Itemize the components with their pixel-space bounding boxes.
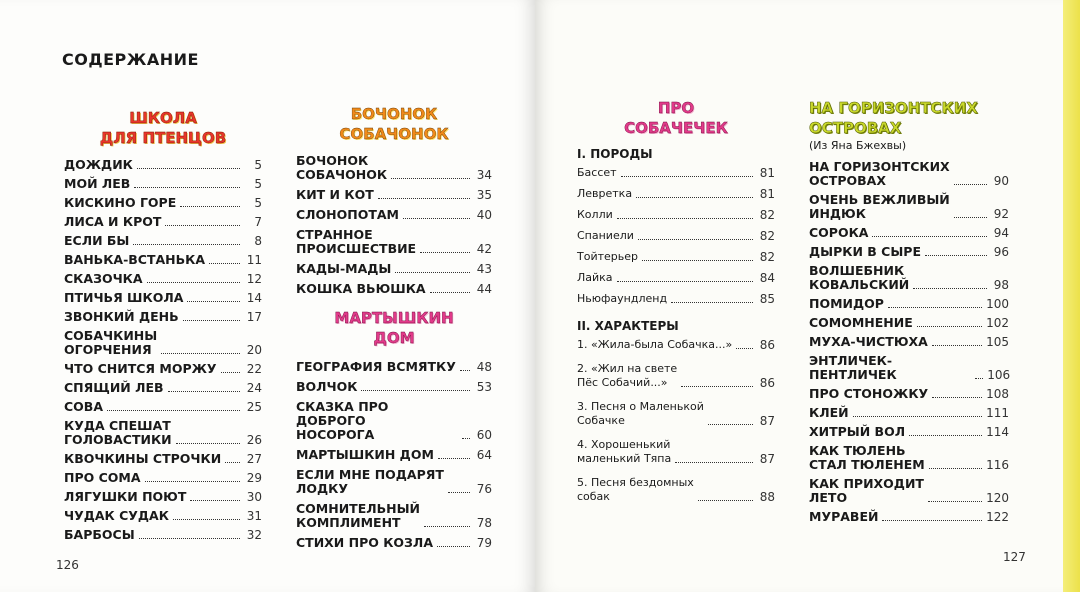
toc-entry <box>809 226 1009 240</box>
toc-entry <box>296 282 492 296</box>
leader-dots <box>176 443 240 444</box>
section-title: ПРО СОБАЧЕЧЕК <box>624 99 728 137</box>
leader-dots <box>395 272 470 273</box>
entry-title: ЧТО СНИТСЯ МОРЖУ <box>64 361 217 376</box>
leader-dots <box>909 435 982 436</box>
toc-entry <box>64 291 262 305</box>
entry-title: ВОЛШЕБНИК КОВАЛЬСКИЙ <box>809 263 910 292</box>
entry-title: ЕСЛИ БЫ <box>64 233 130 248</box>
entry-page-number: 92 <box>993 207 1009 221</box>
entry-page-number: 98 <box>993 278 1009 292</box>
entry-page-number: 79 <box>476 536 492 550</box>
toc-entry <box>577 400 775 428</box>
entry-title: ДЫРКИ В СЫРЕ <box>809 244 921 259</box>
leader-dots <box>975 378 983 379</box>
section-title: МАРТЫШКИН ДОМ <box>334 309 454 347</box>
leader-dots <box>145 481 240 482</box>
entry-title: СОМОМНЕНИЕ <box>809 315 913 330</box>
entry-title: ДОЖДИК <box>64 157 133 172</box>
toc-entry <box>809 387 1009 401</box>
toc-list <box>296 360 492 550</box>
toc-entry <box>577 362 775 390</box>
entry-title: ЧУДАК СУДАК <box>64 508 169 523</box>
entry-title: 3. Песня о Маленькой Собачке <box>577 400 704 427</box>
entry-page-number: 11 <box>246 253 262 267</box>
entry-title: ЕСЛИ МНЕ ПОДАРЯТ ЛОДКУ <box>296 467 444 496</box>
leader-dots <box>872 236 987 237</box>
entry-page-number: 27 <box>246 452 262 466</box>
leader-dots <box>638 239 753 240</box>
entry-page-number: 42 <box>476 242 492 256</box>
leader-dots <box>671 302 753 303</box>
entry-page-number: 102 <box>986 316 1009 330</box>
entry-page-number: 22 <box>246 362 262 376</box>
entry-page-number: 81 <box>759 187 775 201</box>
toc-entry <box>296 502 492 530</box>
toc-entry <box>64 362 262 376</box>
leader-dots <box>708 424 753 425</box>
toc-entry <box>296 154 492 182</box>
leader-dots <box>617 281 753 282</box>
entry-page-number: 86 <box>759 338 775 352</box>
toc-entry <box>809 335 1009 349</box>
entry-title: Лайка <box>577 271 613 284</box>
entry-page-number: 82 <box>759 229 775 243</box>
leader-dots <box>929 468 982 469</box>
entry-page-number: 108 <box>986 387 1009 401</box>
leader-dots <box>736 348 753 349</box>
toc-entry <box>296 208 492 222</box>
entry-title: Спаниели <box>577 229 634 242</box>
leader-dots <box>636 197 753 198</box>
leader-dots <box>460 370 470 371</box>
entry-title: МОЙ ЛЕВ <box>64 176 131 191</box>
entry-title: ПОМИДОР <box>809 296 884 311</box>
toc-entry <box>64 310 262 324</box>
leader-dots <box>378 198 470 199</box>
leader-dots <box>917 326 982 327</box>
entry-title: 4. Хорошенький маленький Тяпа <box>577 438 672 465</box>
entry-page-number: 85 <box>759 292 775 306</box>
contents-title: СОДЕРЖАНИЕ <box>62 50 199 69</box>
leader-dots <box>187 301 240 302</box>
entry-title: ВОЛЧОК <box>296 379 358 394</box>
entry-page-number: 100 <box>986 297 1009 311</box>
toc-entry <box>809 510 1009 524</box>
entry-title: КАК ТЮЛЕНЬ СТАЛ ТЮЛЕНЕМ <box>809 443 925 472</box>
entry-page-number: 43 <box>476 262 492 276</box>
entry-title: МАРТЫШКИН ДОМ <box>296 447 434 462</box>
toc-list <box>577 166 775 306</box>
leader-dots <box>225 462 240 463</box>
toc-entry <box>296 468 492 496</box>
leader-dots <box>430 292 470 293</box>
entry-title: ПРО СТОНОЖКУ <box>809 386 929 401</box>
right-page <box>535 0 1063 592</box>
toc-entry <box>64 158 262 172</box>
entry-title: ПТИЧЬЯ ШКОЛА <box>64 290 184 305</box>
entry-page-number: 44 <box>476 282 492 296</box>
entry-page-number: 26 <box>246 433 262 447</box>
entry-title: СКАЗОЧКА <box>64 271 143 286</box>
toc-entry <box>577 476 775 504</box>
leader-dots <box>183 320 240 321</box>
entry-title: КИСКИНО ГОРЕ <box>64 195 177 210</box>
leader-dots <box>642 260 753 261</box>
toc-entry <box>577 250 775 264</box>
entry-title: БОЧОНОК СОБАЧОНОК <box>296 153 388 182</box>
entry-title: ХИТРЫЙ ВОЛ <box>809 424 906 439</box>
section-shkola <box>64 108 262 547</box>
entry-title: СОМНИТЕЛЬНЫЙ КОМПЛИМЕНТ <box>296 501 421 530</box>
toc-entry <box>809 477 1009 505</box>
leader-dots <box>190 500 240 501</box>
entry-page-number: 86 <box>759 376 775 390</box>
entry-page-number: 111 <box>986 406 1009 420</box>
toc-entry <box>296 188 492 202</box>
entry-page-number: 34 <box>476 168 492 182</box>
entry-title: КАДЫ-МАДЫ <box>296 261 392 276</box>
entry-title: Ньюфаундленд <box>577 292 668 305</box>
section-note: (Из Яна Бжехвы) <box>809 139 907 152</box>
entry-title: СЛОНОПОТАМ <box>296 207 399 222</box>
entry-title: КВОЧКИНЫ СТРОЧКИ <box>64 451 222 466</box>
toc-entry <box>809 316 1009 330</box>
toc-entry <box>296 400 492 442</box>
leader-dots <box>928 501 982 502</box>
entry-page-number: 8 <box>254 234 262 248</box>
leader-dots <box>147 282 240 283</box>
toc-entry <box>296 536 492 550</box>
toc-entry <box>64 272 262 286</box>
entry-page-number: 82 <box>759 250 775 264</box>
entry-title: ЛИСА И КРОТ <box>64 214 162 229</box>
entry-page-number: 122 <box>986 510 1009 524</box>
entry-title: 5. Песня бездомных собак <box>577 476 694 503</box>
leader-dots <box>173 519 240 520</box>
entry-page-number: 14 <box>246 291 262 305</box>
page-edge <box>1063 0 1080 592</box>
toc-list <box>296 154 492 296</box>
toc-entry <box>64 471 262 485</box>
toc-list <box>64 158 262 542</box>
entry-page-number: 12 <box>246 272 262 286</box>
toc-entry <box>64 400 262 414</box>
section-title: НА ГОРИЗОНТСКИХ ОСТРОВАХ <box>809 99 978 137</box>
section-title: ШКОЛА ДЛЯ ПТЕНЦОВ <box>99 109 227 147</box>
entry-page-number: 105 <box>986 335 1009 349</box>
toc-entry <box>296 448 492 462</box>
leader-dots <box>139 538 240 539</box>
leader-dots <box>925 255 987 256</box>
entry-page-number: 48 <box>476 360 492 374</box>
toc-entry <box>296 228 492 256</box>
toc-entry <box>64 490 262 504</box>
toc-entry <box>64 215 262 229</box>
leader-dots <box>165 225 240 226</box>
leader-dots <box>209 263 240 264</box>
toc-entry <box>809 425 1009 439</box>
leader-dots <box>180 206 240 207</box>
entry-title: Левретка <box>577 187 633 200</box>
leader-dots <box>137 168 240 169</box>
toc-entry <box>809 297 1009 311</box>
toc-entry <box>296 380 492 394</box>
entry-page-number: 5 <box>254 196 262 210</box>
leader-dots <box>954 217 987 218</box>
leader-dots <box>913 288 987 289</box>
leader-dots <box>853 416 982 417</box>
leader-dots <box>888 307 982 308</box>
toc-entry <box>64 528 262 542</box>
toc-entry <box>64 381 262 395</box>
entry-page-number: 81 <box>759 166 775 180</box>
entry-page-number: 114 <box>986 425 1009 439</box>
entry-title: БАРБОСЫ <box>64 527 135 542</box>
leader-dots <box>361 390 470 391</box>
toc-entry <box>809 444 1009 472</box>
toc-entry <box>577 271 775 285</box>
entry-title: КУДА СПЕШАТ ГОЛОВАСТИКИ <box>64 418 172 447</box>
entry-page-number: 84 <box>759 271 775 285</box>
toc-list <box>809 160 1009 524</box>
leader-dots <box>424 526 470 527</box>
entry-title: Тойтерьер <box>577 250 638 263</box>
entry-title: ГЕОГРАФИЯ ВСМЯТКУ <box>296 359 456 374</box>
leader-dots <box>932 397 982 398</box>
entry-page-number: 96 <box>993 245 1009 259</box>
entry-title: НА ГОРИЗОНТСКИХ ОСТРОВАХ <box>809 159 950 188</box>
leader-dots <box>617 218 753 219</box>
leader-dots <box>133 244 240 245</box>
entry-title: КИТ И КОТ <box>296 187 374 202</box>
leader-dots <box>134 187 240 188</box>
entry-title: МУРАВЕЙ <box>809 509 879 524</box>
entry-page-number: 106 <box>987 368 1011 382</box>
entry-page-number: 31 <box>246 509 262 523</box>
entry-page-number: 87 <box>759 452 775 466</box>
entry-page-number: 29 <box>246 471 262 485</box>
entry-title: СПЯЩИЙ ЛЕВ <box>64 380 164 395</box>
entry-page-number: 20 <box>246 343 262 357</box>
entry-page-number: 53 <box>476 380 492 394</box>
entry-title: СКАЗКА ПРО ДОБРОГО НОСОРОГА <box>296 399 389 442</box>
entry-title: Колли <box>577 208 613 221</box>
toc-entry <box>577 166 775 180</box>
toc-entry <box>64 196 262 210</box>
entry-page-number: 76 <box>476 482 492 496</box>
entry-title: ЗВОНКИЙ ДЕНЬ <box>64 309 179 324</box>
page-number: 126 <box>56 558 79 572</box>
entry-title: СОРОКА <box>809 225 869 240</box>
toc-entry <box>809 193 1009 221</box>
leader-dots <box>448 492 470 493</box>
entry-title: КОШКА ВЬЮШКА <box>296 281 426 296</box>
entry-page-number: 35 <box>476 188 492 202</box>
toc-entry <box>296 360 492 374</box>
entry-title: СОВА <box>64 399 104 414</box>
subsection-title: II. ХАРАКТЕРЫ <box>577 319 679 333</box>
entry-title: ВАНЬКА-ВСТАНЬКА <box>64 252 206 267</box>
leader-dots <box>391 178 470 179</box>
subsection-title: I. ПОРОДЫ <box>577 147 653 161</box>
entry-title: КЛЕЙ <box>809 405 849 420</box>
left-page <box>0 0 535 592</box>
toc-entry <box>64 419 262 447</box>
entry-page-number: 90 <box>993 174 1009 188</box>
section-title: БОЧОНОК СОБАЧОНОК <box>339 105 449 143</box>
toc-entry <box>809 406 1009 420</box>
entry-title: СТИХИ ПРО КОЗЛА <box>296 535 433 550</box>
entry-page-number: 40 <box>476 208 492 222</box>
toc-entry <box>809 245 1009 259</box>
entry-title: ПРО СОМА <box>64 470 141 485</box>
toc-list <box>577 338 775 504</box>
entry-title: 2. «Жил на свете Пёс Собачий...» <box>577 362 678 389</box>
toc-entry <box>64 234 262 248</box>
toc-entry <box>577 229 775 243</box>
entry-page-number: 78 <box>476 516 492 530</box>
section-gorizontskih <box>809 98 1009 529</box>
leader-dots <box>675 462 753 463</box>
entry-title: ОЧЕНЬ ВЕЖЛИВЫЙ ИНДЮК <box>809 192 950 221</box>
toc-entry <box>577 187 775 201</box>
leader-dots <box>882 520 982 521</box>
leader-dots <box>420 252 470 253</box>
entry-page-number: 5 <box>254 158 262 172</box>
entry-page-number: 64 <box>476 448 492 462</box>
entry-page-number: 87 <box>759 414 775 428</box>
leader-dots <box>107 410 240 411</box>
entry-title: 1. «Жила-была Собачка...» <box>577 338 733 351</box>
entry-page-number: 17 <box>246 310 262 324</box>
page-number: 127 <box>1003 550 1026 564</box>
leader-dots <box>161 353 240 354</box>
leader-dots <box>698 500 753 501</box>
leader-dots <box>621 176 753 177</box>
section-bochonok <box>296 104 492 556</box>
entry-page-number: 24 <box>246 381 262 395</box>
entry-page-number: 94 <box>993 226 1009 240</box>
entry-page-number: 60 <box>476 428 492 442</box>
toc-entry <box>809 354 1009 382</box>
entry-page-number: 120 <box>986 491 1009 505</box>
entry-page-number: 88 <box>759 490 775 504</box>
entry-page-number: 116 <box>986 458 1009 472</box>
entry-title: СТРАННОЕ ПРОИСШЕСТВИЕ <box>296 227 417 256</box>
entry-page-number: 82 <box>759 208 775 222</box>
entry-title: СОБАЧКИНЫ ОГОРЧЕНИЯ <box>64 328 158 357</box>
leader-dots <box>681 386 753 387</box>
leader-dots <box>437 546 470 547</box>
toc-entry <box>809 264 1009 292</box>
leader-dots <box>932 345 982 346</box>
entry-page-number: 30 <box>246 490 262 504</box>
leader-dots <box>438 458 470 459</box>
toc-entry <box>64 329 262 357</box>
entry-title: ЛЯГУШКИ ПОЮТ <box>64 489 187 504</box>
toc-entry <box>64 452 262 466</box>
entry-page-number: 32 <box>246 528 262 542</box>
entry-page-number: 5 <box>254 177 262 191</box>
leader-dots <box>221 372 240 373</box>
entry-page-number: 25 <box>246 400 262 414</box>
entry-title: КАК ПРИХОДИТ ЛЕТО <box>809 476 924 505</box>
section-pro-sobachechek <box>577 98 775 514</box>
entry-title: МУХА-ЧИСТЮХА <box>809 334 928 349</box>
entry-title: Бассет <box>577 166 617 179</box>
toc-entry <box>577 292 775 306</box>
toc-entry <box>296 262 492 276</box>
leader-dots <box>954 184 987 185</box>
entry-page-number: 7 <box>254 215 262 229</box>
toc-entry <box>64 253 262 267</box>
leader-dots <box>168 391 240 392</box>
leader-dots <box>462 438 470 439</box>
toc-entry <box>577 338 775 352</box>
toc-entry <box>64 509 262 523</box>
entry-title: ЭНТЛИЧЕК-ПЕНТЛИЧЕК <box>809 353 897 382</box>
leader-dots <box>403 218 470 219</box>
toc-entry <box>809 160 1009 188</box>
toc-entry <box>577 438 775 466</box>
toc-entry <box>64 177 262 191</box>
toc-entry <box>577 208 775 222</box>
